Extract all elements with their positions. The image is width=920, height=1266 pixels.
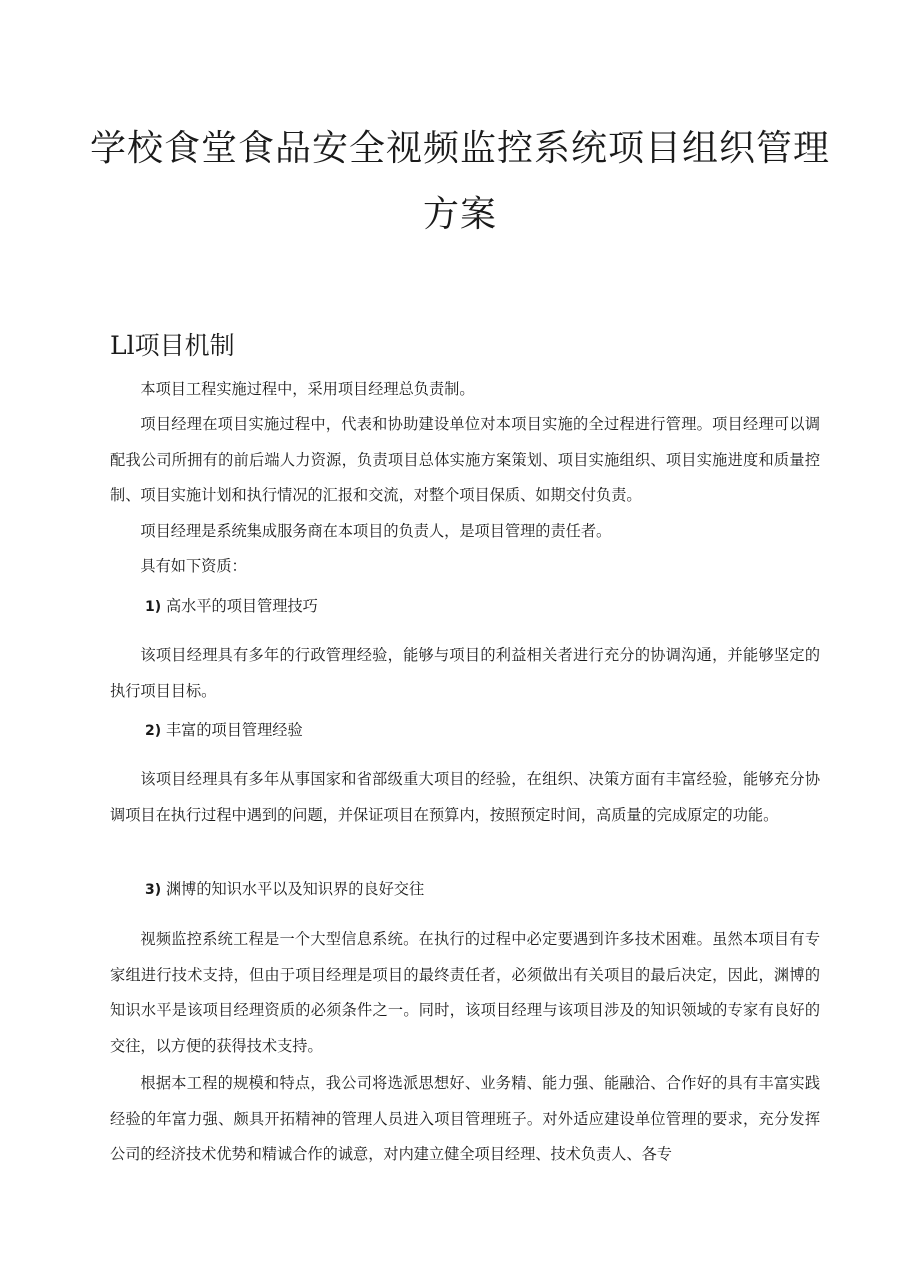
item-label: 丰富的项目管理经验 <box>165 721 303 739</box>
paragraph-manager-role: 项目经理在项目实施过程中，代表和协助建设单位对本项目实施的全过程进行管理。项目经理可以调配我公司所拥有的前后端人力资源，负责项目总体实施方案策划、项目实施组织、项目实施进度和质量控制、项目实施计划和执行情况的汇报和交流，对整个项目保质、如期交付负责。 <box>110 415 820 505</box>
section-heading: Ll项目机制 <box>110 331 235 360</box>
item-label: 高水平的项目管理技巧 <box>165 597 318 615</box>
qualification-item-text: 该项目经理具有多年的行政管理经验，能够与项目的利益相关者进行充分的协调沟通，并能够坚定的执行项目目标。 <box>110 646 820 700</box>
qualification-item-heading <box>145 594 318 619</box>
paragraph-responsibility-system: 本项目工程实施过程中，采用项目经理总负责制。 <box>140 380 475 398</box>
document-title-line-2: 方案 <box>422 194 497 235</box>
item-number: 2) <box>145 723 162 739</box>
qualification-item-heading <box>145 718 303 743</box>
item-label: 渊博的知识水平以及知识界的良好交往 <box>165 880 425 898</box>
paragraph-qualifications-intro: 具有如下资质： <box>140 557 247 575</box>
item-number: 3) <box>145 882 162 898</box>
document-title-line-1: 学校食堂食品安全视频监控系统项目组织管理 <box>89 128 830 169</box>
paragraph-team-selection: 根据本工程的规模和特点，我公司将选派思想好、业务精、能力强、能融洽、合作好的具有丰富实践经验的年富力强、颇具开拓精神的管理人员进入项目管理班子。对外适应建设单位管理的要求，充分发挥公司的经济技术优势和精诚合作的诚意，对内建立健全项目经理、技术负责人、各专 <box>110 1074 820 1164</box>
qualification-item-text: 该项目经理具有多年从事国家和省部级重大项目的经验，在组织、决策方面有丰富经验，能够充分协调项目在执行过程中遇到的问题，并保证项目在预算内，按照预定时间，高质量的完成原定的功能。 <box>110 770 820 824</box>
qualification-item-heading <box>145 877 424 902</box>
paragraph-manager-responsibility: 项目经理是系统集成服务商在本项目的负责人，是项目管理的责任者。 <box>140 522 612 540</box>
item-number: 1) <box>145 599 162 615</box>
qualification-item-text: 视频监控系统工程是一个大型信息系统。在执行的过程中必定要遇到许多技术困难。虽然本项目有专家组进行技术支持，但由于项目经理是项目的最终责任者，必须做出有关项目的最后决定，因此，渊博的知识水平是该项目经理资质的必须条件之一。同时，该项目经理与该项目涉及的知识领域的专家有良好的交往，以方便的获得技术支持。 <box>110 930 820 1055</box>
